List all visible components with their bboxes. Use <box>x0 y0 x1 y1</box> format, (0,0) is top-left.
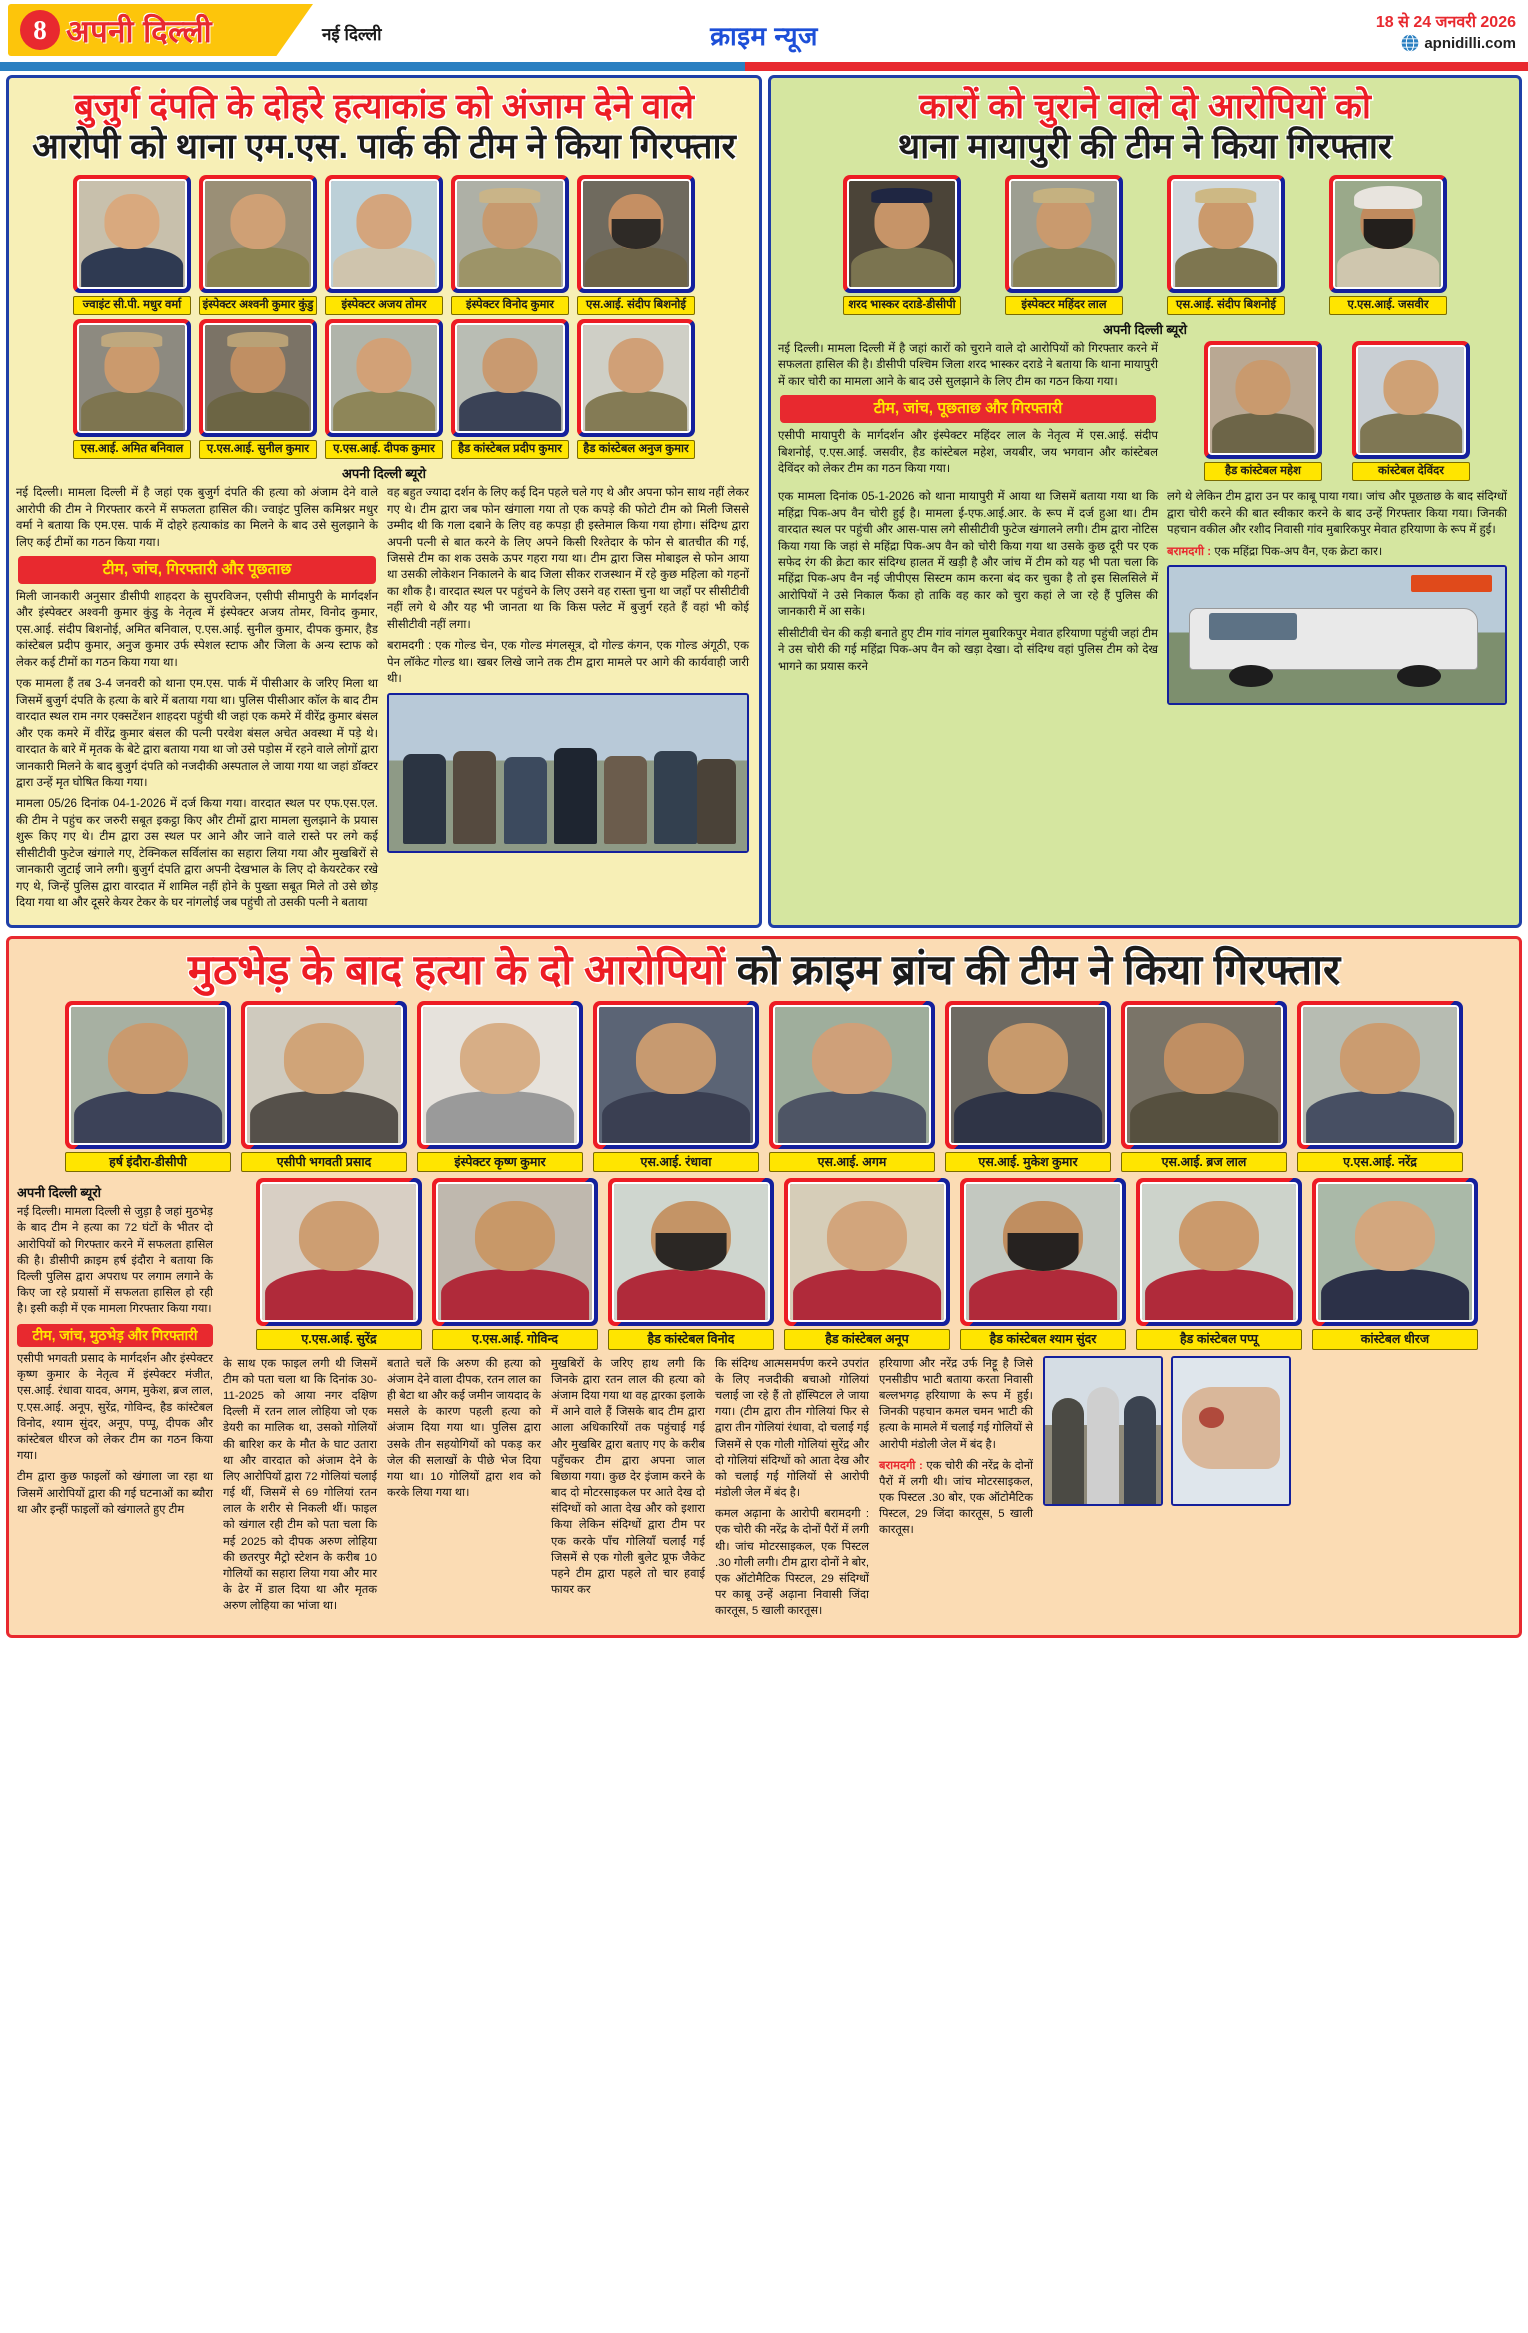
article3-col5 <box>715 1356 869 1625</box>
article3-headline-red: मुठभेड़ के बाद हत्या के दो आरोपियों <box>187 945 725 993</box>
paragraph <box>1167 544 1507 560</box>
photo-frame <box>1005 175 1123 293</box>
officer-caption: हैड कांस्टेबल विनोद <box>608 1329 774 1349</box>
article2-subhead: टीम, जांच, पूछताछ और गिरफ्तारी <box>780 395 1156 423</box>
article3-col6 <box>879 1356 1033 1625</box>
article2-upper-body <box>778 341 1512 485</box>
masthead-rule <box>0 62 1528 71</box>
article1-body <box>16 485 752 916</box>
photo-frame <box>451 175 569 293</box>
officer-card <box>593 1001 759 1172</box>
officer-caption: ए.एस.आई. गोविन्द <box>432 1329 598 1349</box>
article1-headline <box>16 84 752 173</box>
globe-icon <box>1400 33 1420 53</box>
officer-caption: इंस्पेक्टर विनोद कुमार <box>451 296 569 315</box>
paragraph: मुखबिरों के जरिए हाथ लगी कि जिनके द्वारा रतन लाल की हत्या को अंजाम दिया गया था वह द्वारका इलाके में आने वाले हैं जिसके बाद टीम द्वारा आला अधिकारियों तक पहुंचाई गई और मुखबिर द्वारा बताए गए के करीब पहुँचकर टीम द्वारा अपना जाल बिछाया गया। कुछ देर इंजाम करने के बाद दो मोटरसाइकल पर आते देख दो संदिग्धों को आता देख और को इशारा किया लेकिन संदिग्धों द्वारा टीम पर एक करके पाँच गोलियाँ चलाईं गई जिसमें से एक गोली बुलेट प्रूफ जैकेट पहने टीम द्वारा पहले तो चार हवाई फायर कर <box>551 1357 705 1597</box>
article1-headline-line2: आरोपी को थाना एम.एस. पार्क की टीम ने किया गिरफ्तार <box>32 126 736 166</box>
officer-caption: हैड कांस्टेबल श्याम सुंदर <box>960 1329 1126 1349</box>
photo-frame <box>945 1001 1111 1149</box>
paragraph: के साथ एक फाइल लगी थी जिसमें टीम को पता चला था कि दिनांक 30-11-2025 को आया नगर दक्षिण दिल्ली में रतन लाल लोहिया जो एक डेयरी का मालिक था, उसको गोलियों की बारिश कर के मौत के घाट उतारा था और वारदात को अंजाम देने के लिए आरोपियों द्वारा 72 गोलियां चलाई गई थीं, जिसमें से 69 गोलियां रतन लाल के शरीर से निकली थीं। फाइल को खंगाल रही टीम को पता चला कि मई 2025 को दीपक अरुण लोहिया की छतरपुर मैट्रो स्टेशन के करीब 10 गोलियों का सहारा लिया गया और मार के ढेर में डाल दिया था और मृतक अरुण लोहिया का भांजा था। <box>223 1357 377 1613</box>
article1-photo-row-2 <box>16 319 752 459</box>
article1-group-photo <box>387 693 749 853</box>
photo-frame <box>608 1178 774 1326</box>
paragraph: सीसीटीवी चेन की कड़ी बनाते हुए टीम गांव नांगल मुबारिकपुर मेवात हरियाणा पहुंची जहां टीम ने उस चोरी की गई महिंद्रा पिक-अप वैन को खड़ा देखा। दो संदिग्ध वहां पुलिस टीम को देख भागने का प्रयास करने <box>778 626 1158 673</box>
article1-col2 <box>387 485 749 916</box>
officer-card <box>65 1001 231 1172</box>
officer-card <box>432 1178 598 1349</box>
article3-lower <box>17 1178 1511 1624</box>
officer-caption: हैड कांस्टेबल अनूप <box>784 1329 950 1349</box>
photo-frame <box>577 319 695 437</box>
paragraph: लगे थे लेकिन टीम द्वारा उन पर काबू पाया गया। जांच और पूछताछ के बाद संदिग्धों द्वारा चोरी करने की बात स्वीकार करने के बाद उन्हें गिरफ्तार किया गया। जिनकी पहचान वकील और रशीद निवासी गांव मुबारिकपुर मेवात हरियाणा के रूप में हुई। <box>1167 490 1507 537</box>
article3-col2 <box>223 1356 377 1625</box>
recovery-text: एक चोरी की नरेंद्र के दोनों पैरों में लगी थी। जांच मोटरसाइकल, एक पिस्टल .30 बोर, एक ऑटोमैटिक पिस्टल, 29 जिंदा कारतूस, 5 खाली कारतूस। <box>879 1459 1033 1537</box>
paper-name: अपनी दिल्ली <box>66 14 213 49</box>
photo-frame <box>1329 175 1447 293</box>
officer-card <box>945 1001 1111 1172</box>
officer-caption: इंस्पेक्टर अजय तोमर <box>325 296 443 315</box>
paragraph: एक मामला हैं तब 3-4 जनवरी को थाना एम.एस. पार्क में पीसीआर के जरिए मिला था जिसमें बुजुर्ग दंपति के हत्या के बारे में बताया गया था। पुलिस पीसीआर कॉल के बाद टीम वारदात स्थल राम नगर एक्सटेंशन शाहदरा पहुंची थी जहां एक कमरे में वीरेंद्र कुमार बंसल और एक कमरे में वीरेंद्र कुमार बंसल की पत्नी परवेश बंसल अचेत अवस्था में पड़े थे। वारदात के बारे में मृतक के बेटे द्वारा बताया गया था जो उसे पड़ोस में रहने वाले लोगों द्वारा जानकारी मिलने के बाद बुजुर्ग दंपति को नजदीकी अस्पताल ले जाया गया था जहां डॉक्टर द्वारा उन्हें मृत घोषित किया गया। <box>16 677 378 790</box>
article2-col2 <box>778 489 1158 705</box>
photo-frame <box>199 319 317 437</box>
issue-date: 18 से 24 जनवरी 2026 <box>1375 14 1516 31</box>
paragraph: बताते चलें कि अरुण की हत्या को अंजाम देने वाला दीपक, रतन लाल का ही बेटा था और कई जमीन जायदाद के मसले के कारण पहली हत्या को अंजाम दिया गया था। पुलिस द्वारा उसके तीन सहयोगियों को पकड़ कर जेल की सलाखों के पीछे भेज दिया गया था। 10 गोलियों द्वारा शव को करके लिया गया था। <box>387 1357 541 1500</box>
article3-scene-photos <box>1043 1356 1291 1625</box>
website-link[interactable] <box>1400 33 1516 53</box>
rule-red <box>745 62 1528 71</box>
paragraph: बरामदगी : एक गोल्ड चेन, एक गोल्ड मंगलसूत्र, दो गोल्ड कंगन, एक गोल्ड अंगूठी, एक पेन लॉकेट गोल्ड था। खबर लिखे जाने तक टीम द्वारा मामले पर आगे की कार्यवाही जारी थी। <box>387 639 749 686</box>
article3-col1 <box>17 1178 213 1624</box>
article2-photo-row-1 <box>778 175 1512 315</box>
article3-subhead: टीम, जांच, मुठभेड़ और गिरफ्तारी <box>17 1324 213 1348</box>
article3-byline: अपनी दिल्ली ब्यूरो <box>17 1185 102 1201</box>
paragraph: कि संदिग्ध आत्मसमर्पण करने उपरांत के लिए नजदीकी बचाओ गोलियां चलाई जा रहे हैं तो हॉस्पिटल ले जाया गया। (टीम द्वारा तीन गोलियां फिर से द्वारा तीन गोलियां रंधावा, दो चलाई गई जिसमें से एक गोली गोलियां सुरेंद्र और दो गोलियां संदिग्धों को आता देख और को चलाई गई गोलियों से आरोपी मंडोली जेल में बंद है। <box>715 1357 869 1500</box>
officer-caption: एस.आई. संदीप बिशनोई <box>1167 296 1285 315</box>
officer-card <box>1297 1001 1463 1172</box>
photo-frame <box>1312 1178 1478 1326</box>
photo-frame <box>65 1001 231 1149</box>
article3-photo-row-2 <box>223 1178 1511 1349</box>
officer-caption: हैड कांस्टेबल महेश <box>1204 462 1322 481</box>
paragraph: हरियाणा और नरेंद्र उर्फ निट्टू है जिसे एनसीडीप भाटी बताया करता निवासी बल्लभगढ़ हरियाणा के रूप में हुई। जिनकी पहचान कमल चमन भाटी की हत्या के मामले में चलाई गई गोलियों से आरोपी मंडोली जेल में बंद है। <box>879 1357 1033 1451</box>
photo-frame <box>325 175 443 293</box>
photo-frame <box>241 1001 407 1149</box>
photo-frame <box>73 319 191 437</box>
officer-card <box>241 1001 407 1172</box>
officer-caption: हर्ष इंदौरा-डीसीपी <box>65 1152 231 1172</box>
photo-frame <box>432 1178 598 1326</box>
photo-frame <box>1352 341 1470 459</box>
officer-caption: ए.एस.आई. सुरेंद्र <box>256 1329 422 1349</box>
article2-headline <box>778 84 1512 173</box>
rule-blue <box>0 62 745 71</box>
photo-injury-evidence <box>1171 1356 1291 1506</box>
article-mayapuri-car-theft <box>768 75 1522 928</box>
officer-card <box>325 175 443 315</box>
officer-card <box>960 1178 1126 1349</box>
photo-frame <box>960 1178 1126 1326</box>
officer-caption: एस.आई. संदीप बिशनोई <box>577 296 695 315</box>
article1-subhead: टीम, जांच, गिरफ्तारी और पूछताछ <box>18 556 376 584</box>
photo-frame <box>1297 1001 1463 1149</box>
paragraph: एसीपी भगवती प्रसाद के मार्गदर्शन और इंस्पेक्टर कृष्ण कुमार के नेतृत्व में इंस्पेक्टर मंजीत, एस.आई. रंधावा यादव, अगम, मुकेश, ब्रज लाल, ए.एस.आई. अनूप, सुरेंद्र, गोविन्द, हैड कांस्टेबल विनोद, श्याम सुंदर, अनूप, पप्पू, दीपक और कांस्टेबल धीरज को लेकर टीम का गठन किया गया। <box>17 1353 213 1463</box>
paragraph: नई दिल्ली। मामला दिल्ली से जुड़ा है जहां मुठभेड़ के बाद टीम ने हत्या का 72 घंटों के भीतर दो आरोपियों को गिरफ्तार करने में सफलता हासिल की है। डीसीपी क्राइम हर्ष इंदौरा ने बताया कि दिल्ली पुलिस द्वारा अपराध पर लगाम लगाने के किए जा रहे प्रयासों में सफलता हासिल हो रही है। इसी कड़ी में एक मामला गिरफ्तार किया गया। <box>17 1206 213 1316</box>
officer-card <box>256 1178 422 1349</box>
officer-caption: एसीपी भगवती प्रसाद <box>241 1152 407 1172</box>
paragraph: एसीपी मायापुरी के मार्गदर्शन और इंस्पेक्टर महिंदर लाल के नेतृत्व में एस.आई. संदीप बिशनोई, ए.एस.आई. जसवीर, हैड कांस्टेबल महेश, जयबीर, जय भगवान और कांस्टेबल देविंदर को लेकर टीम का गठन किया गया। <box>778 429 1158 476</box>
officer-card <box>417 1001 583 1172</box>
website-text: apnidilli.com <box>1424 34 1516 52</box>
officer-card <box>1329 175 1447 315</box>
article2-van-photo <box>1167 565 1507 705</box>
officer-card <box>769 1001 935 1172</box>
recovery-text: एक महिंद्रा पिक-अप वैन, एक क्रेटा कार। <box>1214 544 1383 558</box>
officer-card <box>73 319 191 459</box>
officer-card <box>1204 341 1322 481</box>
officer-caption: ए.एस.आई. दीपक कुमार <box>325 440 443 459</box>
article3-col3 <box>387 1356 541 1625</box>
paragraph: नई दिल्ली। मामला दिल्ली में है जहां कारों को चुराने वाले दो आरोपियों को गिरफ्तार करने में सफलता हासिल की है। डीसीपी पश्चिम जिला शरद भास्कर दराडे ने बताया कि थाना मायापुरी में कार चोरी का मामला आने के बाद उसे सुलझाने के लिए टीम का गठन किया गया। <box>778 342 1158 388</box>
officer-caption: एस.आई. अमित बनिवाल <box>73 440 191 459</box>
article2-col3 <box>1167 489 1507 705</box>
officer-card <box>73 175 191 315</box>
photo-frame <box>256 1178 422 1326</box>
officer-caption: एस.आई. अगम <box>769 1152 935 1172</box>
officer-caption: शरद भास्कर दराडे-डीसीपी <box>843 296 961 315</box>
officer-card <box>1352 341 1470 481</box>
officer-card <box>784 1178 950 1349</box>
officer-card <box>1121 1001 1287 1172</box>
officer-caption: हैड कांस्टेबल प्रदीप कुमार <box>451 440 569 459</box>
officer-caption: कांस्टेबल देविंदर <box>1352 462 1470 481</box>
article1-byline: अपनी दिल्ली ब्यूरो <box>341 466 426 482</box>
article1-col1 <box>16 485 378 916</box>
article2-lower-body <box>778 489 1512 705</box>
officer-caption: ए.एस.आई. नरेंद्र <box>1297 1152 1463 1172</box>
officer-caption: ज्वाइंट सी.पी. मधुर वर्मा <box>73 296 191 315</box>
masthead-city: नई दिल्ली <box>322 25 382 44</box>
article3-headline-dark: को क्राइम ब्रांच की टीम ने किया गिरफ्तार <box>724 945 1341 993</box>
paragraph: कमल अढ़ाना के आरोपी बरामदगी : एक चोरी की नरेंद्र के दोनों पैरों में लगी थी। जांच मोटरसाइकल, एक पिस्टल .30 गोली लगी। टीम द्वारा दोनों ने बोर, एक ऑटोमैटिक पिस्टल, 29 संदिग्धों पर काबू उन्हें अढ़ाना निवासी जिंदा कारतूस, 5 खाली कारतूस। <box>715 1508 869 1618</box>
officer-card <box>451 175 569 315</box>
photo-frame <box>843 175 961 293</box>
photo-frame <box>325 319 443 437</box>
article3-photo-row-1 <box>17 1001 1511 1172</box>
article2-photo-row-2 <box>1167 341 1507 485</box>
article3-text-columns <box>223 1356 1511 1625</box>
photo-frame <box>1121 1001 1287 1149</box>
article-msp-double-murder <box>6 75 762 928</box>
photo-frame <box>577 175 695 293</box>
officer-caption: एस.आई. मुकेश कुमार <box>945 1152 1111 1172</box>
photo-frame <box>73 175 191 293</box>
paragraph <box>879 1458 1033 1539</box>
paragraph: एक मामला दिनांक 05-1-2026 को थाना मायापुरी में आया था जिसमें बताया गया था कि महिंद्रा पिक-अप वैन चोरी हुई है। मामला ई-एफ.आई.आर. के रूप में दर्ज हुआ था। टीम वारदात स्थल पर पहुंची और आस-पास लगे सीसीटीवी फुटेज खंगालने लगी। टीम द्वारा नोटिस किया गया कि जहां से महिंद्रा पिक-अप वैन को चोरी किया गया था उसके कुछ दूरी पर एक सफेद रंग की क्रेटा कार संदिग्ध हालत में खड़ी है और जांच में टीम को यह भी पता चला कि महिंद्रा पिक-अप वैन नई जीपीएस सिस्टम काम करना बंद कर चुका है तो इस सिलसिले में आरोपियों ने उसे निकाल फैंका हो ताकि वह कार को चुरा कहां ले जा रहे हैं पुलिस की जानकारी में आ सके। <box>778 490 1158 619</box>
photo-frame <box>199 175 317 293</box>
officer-card <box>451 319 569 459</box>
officer-card <box>1312 1178 1478 1349</box>
photo-frame <box>1204 341 1322 459</box>
officer-card <box>1005 175 1123 315</box>
officer-caption: इंस्पेक्टर कृष्ण कुमार <box>417 1152 583 1172</box>
photo-frame <box>593 1001 759 1149</box>
photo-frame <box>769 1001 935 1149</box>
recovery-label: बरामदगी : <box>1167 544 1212 558</box>
officer-caption: कांस्टेबल धीरज <box>1312 1329 1478 1349</box>
officer-caption: हैड कांस्टेबल अनुज कुमार <box>577 440 695 459</box>
officer-caption: एस.आई. रंधावा <box>593 1152 759 1172</box>
page-number: 8 <box>20 10 60 50</box>
paragraph: मिली जानकारी अनुसार डीसीपी शाहदरा के सुपरविजन, एसीपी सीमापुरी के मार्गदर्शन और इंस्पेक्टर अश्वनी कुमार कुंडु के नेतृत्व में इंस्पेक्टर अजय तोमर, विनोद कुमार, एस.आई. संदीप बिशनोई, अमित बनिवाल, ए.एस.आई. सुनील कुमार, दीपक कुमार, हैड कांस्टेबल प्रदीप कुमार, अनुज कुमार उर्फ स्पेशल स्टाफ और जिला के अन्य स्टाफ को लेकर कई टीमों का गठन किया गया था। <box>16 590 378 669</box>
photo-frame <box>1167 175 1285 293</box>
photo-frame <box>417 1001 583 1149</box>
officer-card <box>325 319 443 459</box>
article-crime-branch-encounter <box>6 936 1522 1638</box>
top-articles <box>0 71 1528 928</box>
officer-card <box>1167 175 1285 315</box>
officer-caption: ए.एस.आई. सुनील कुमार <box>199 440 317 459</box>
officer-card <box>577 175 695 315</box>
officer-card <box>843 175 961 315</box>
article2-headline-line1: कारों को चुराने वाले दो आरोपियों को <box>919 87 1371 126</box>
photo-frame <box>784 1178 950 1326</box>
officer-caption: इंस्पेक्टर महिंदर लाल <box>1005 296 1123 315</box>
paragraph: नई दिल्ली। मामला दिल्ली में है जहां एक बुजुर्ग दंपति की हत्या को अंजाम देने वाले आरोपी की टीम ने गिरफ्तार करने में सफलता हासिल की। ज्वाइंट पुलिस कमिश्नर मधुर वर्मा ने बताया कि एम.एस. पार्क में दोहरे हत्याकांड का मिलने के बाद उसे सुलझाने के लिए कई टीमों का गठन किया गया। <box>16 486 378 549</box>
masthead <box>0 0 1528 62</box>
article1-headline-line1: बुजुर्ग दंपति के दोहरे हत्याकांड को अंजाम देने वाले <box>73 87 695 126</box>
article1-photo-row-1 <box>16 175 752 315</box>
article2-byline: अपनी दिल्ली ब्यूरो <box>1102 322 1187 337</box>
article3-headline <box>17 945 1511 1001</box>
section-title: क्राइम न्यूज <box>710 21 818 51</box>
officer-caption: इंस्पेक्टर अश्वनी कुमार कुंडु <box>199 296 317 315</box>
paragraph: टीम द्वारा कुछ फाइलों को खंगाला जा रहा था जिसमें आरोपियों द्वारा की गई घटनाओं का ब्यौरा था और इन्हीं फाइलों को खंगालते हुए टीम <box>17 1471 213 1516</box>
photo-frame <box>1136 1178 1302 1326</box>
paragraph: मामला 05/26 दिनांक 04-1-2026 में दर्ज किया गया। वारदात स्थल पर एफ.एस.एल. की टीम ने पहुंच कर जरुरी सबूत इकट्ठा किए और टीमों द्वारा मामला सुलझाने के प्रयास शुरू किए गए थे। टीम द्वारा उस स्थल पर आने और जाने वाले रास्ते पर लगे कई सीसीटीवी फुटेज खंगाले गए, टेक्निकल सर्विलांस का सहारा लिया गया और मुखबिरों से जानकारी जुटाई जाने लगी। बुजुर्ग दंपति द्वारा अपनी देखभाल के लिए दो केयरटेकर रखे गए थे, जिन्हें पुलिस द्वारा वारदात में शामिल नहीं होने के पुख्ता सबूत मिले तो उसे छोड़ दिया गया था और दूसरे केयर टेकर के घर नांगलोई जब पहुंची तो उसकी पत्नी ने बताया <box>16 797 378 910</box>
article2-col1 <box>778 341 1158 485</box>
officer-card <box>577 319 695 459</box>
officer-card <box>608 1178 774 1349</box>
officer-caption: एस.आई. ब्रज लाल <box>1121 1152 1287 1172</box>
officer-card <box>199 319 317 459</box>
article3-photos-and-text <box>223 1178 1511 1624</box>
photo-arrest-scene <box>1043 1356 1163 1506</box>
article3-col4 <box>551 1356 705 1625</box>
recovery-label: बरामदगी : <box>879 1459 923 1472</box>
article2-headline-line2: थाना मायापुरी की टीम ने किया गिरफ्तार <box>897 126 1393 166</box>
officer-caption: हैड कांस्टेबल पप्पू <box>1136 1329 1302 1349</box>
officer-card <box>199 175 317 315</box>
officer-card <box>1136 1178 1302 1349</box>
photo-frame <box>451 319 569 437</box>
officer-caption: ए.एस.आई. जसवीर <box>1329 296 1447 315</box>
paragraph: वह बहुत ज्यादा दर्शन के लिए कई दिन पहले चले गए थे और अपना फोन साथ नहीं लेकर गए थे। टीम द्वारा जब फोन खंगाला गया तो एक कपड़े की फोटो टीम को मिली जिससे उम्मीद थी कि गला दबाने के लिए वह कपड़ा ही इस्तेमाल किया गया होगा। संदिग्ध द्वारा अपनी पत्नी से बात करने के लिए अपने किसी रिश्तेदार के फोन से बातचीत की गई, जिससे टीम का शक उसके ऊपर गहरा गया था। टीम द्वारा जिस मोबाइल से फोन आया था उसकी लोकेशन निकालने के बाद जिला सीकर राजस्थान में रहे कुछ महिला को गहनों का शौक है। वारदात स्थल पर पहुंचने के लिए उसने वह रास्ता चुना था जहाँ पर सीसीटीवी नहीं लगे थे और यह भी जानता था कि किस फ्लेट में बुजुर्ग रहते हैं वहां भी कोई सीसीटीवी नहीं लगा। <box>387 486 749 631</box>
